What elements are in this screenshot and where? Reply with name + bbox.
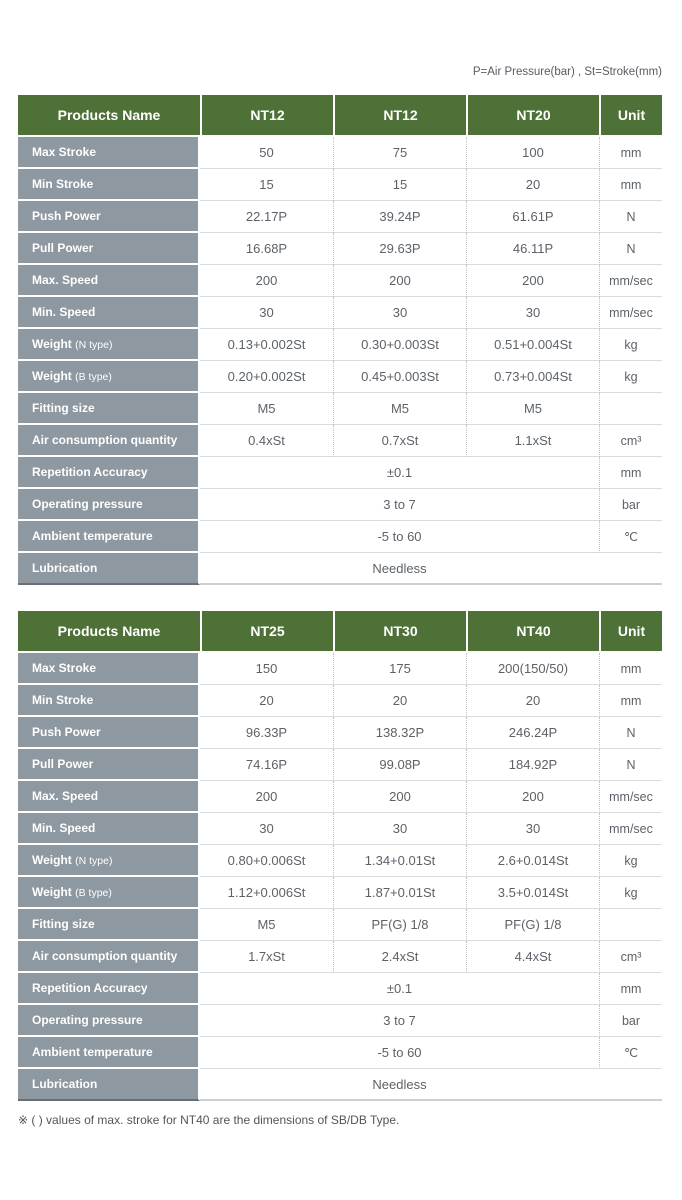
table-row-weight-n <box>18 329 662 361</box>
col-header-nt40: NT40 <box>466 611 599 653</box>
row-label: Repetition Accuracy <box>18 973 200 1005</box>
spec-value: 1.7xSt <box>200 941 333 973</box>
unit-value: mm <box>599 973 662 1005</box>
spec-value: 200 <box>466 781 599 813</box>
unit-value: N <box>599 749 662 781</box>
spec-value: 200 <box>200 265 333 297</box>
spec-value: 0.13+0.002St <box>200 329 333 361</box>
row-label-qualifier: (B type) <box>75 371 112 383</box>
row-label-text: Weight <box>32 853 72 867</box>
spec-value: 2.6+0.014St <box>466 845 599 877</box>
unit-value <box>599 1069 662 1101</box>
table-row-fitting-size <box>18 393 662 425</box>
unit-value: mm <box>599 137 662 169</box>
row-label <box>18 845 200 877</box>
table-row-operating-pressure <box>18 489 662 521</box>
spec-value: 30 <box>333 297 466 329</box>
spec-value-merged: Needless <box>200 1069 599 1101</box>
spec-value: 99.08P <box>333 749 466 781</box>
unit-value: ℃ <box>599 1037 662 1069</box>
spec-value: 150 <box>200 653 333 685</box>
table-row-push-power <box>18 201 662 233</box>
col-header-nt20: NT20 <box>466 95 599 137</box>
spec-value: M5 <box>200 393 333 425</box>
unit-value: kg <box>599 877 662 909</box>
row-label: Pull Power <box>18 749 200 781</box>
row-label: Min Stroke <box>18 169 200 201</box>
row-label: Max Stroke <box>18 653 200 685</box>
unit-value: mm/sec <box>599 781 662 813</box>
table-row-ambient-temperature <box>18 1037 662 1069</box>
spec-value: 30 <box>200 813 333 845</box>
spec-value: 30 <box>466 813 599 845</box>
row-label: Push Power <box>18 201 200 233</box>
row-label: Ambient temperature <box>18 521 200 553</box>
spec-value: 0.80+0.006St <box>200 845 333 877</box>
row-label: Min. Speed <box>18 297 200 329</box>
spec-value: 246.24P <box>466 717 599 749</box>
spec-value: 74.16P <box>200 749 333 781</box>
spec-value: 22.17P <box>200 201 333 233</box>
spec-value: 184.92P <box>466 749 599 781</box>
row-label: Push Power <box>18 717 200 749</box>
row-label <box>18 877 200 909</box>
spec-value-merged: ±0.1 <box>200 973 599 1005</box>
table-row-ambient-temperature <box>18 521 662 553</box>
spec-value-merged: Needless <box>200 553 599 585</box>
unit-value: N <box>599 717 662 749</box>
row-label: Air consumption quantity <box>18 425 200 457</box>
spec-value: 15 <box>333 169 466 201</box>
spec-value: 1.87+0.01St <box>333 877 466 909</box>
spec-value: 3.5+0.014St <box>466 877 599 909</box>
spec-value: M5 <box>466 393 599 425</box>
spec-value: 138.32P <box>333 717 466 749</box>
table-row-lubrication <box>18 553 662 585</box>
row-label: Fitting size <box>18 909 200 941</box>
row-label: Operating pressure <box>18 1005 200 1037</box>
unit-value: kg <box>599 845 662 877</box>
spec-value: 0.4xSt <box>200 425 333 457</box>
spec-value: 46.11P <box>466 233 599 265</box>
footnote: ※ ( ) values of max. stroke for NT40 are the dimensions of SB/DB Type. <box>18 1113 400 1127</box>
row-label-qualifier: (N type) <box>75 339 113 351</box>
spec-value: 39.24P <box>333 201 466 233</box>
unit-value: kg <box>599 329 662 361</box>
unit-value <box>599 553 662 585</box>
spec-value: 100 <box>466 137 599 169</box>
col-header-nt25: NT25 <box>200 611 333 653</box>
spec-value: 4.4xSt <box>466 941 599 973</box>
row-label: Lubrication <box>18 553 200 585</box>
spec-value: 1.1xSt <box>466 425 599 457</box>
unit-value: ℃ <box>599 521 662 553</box>
table-row-min-speed <box>18 813 662 845</box>
row-label-text: Weight <box>32 337 72 351</box>
spec-value: 200 <box>200 781 333 813</box>
spec-value: 20 <box>466 169 599 201</box>
unit-value: mm <box>599 685 662 717</box>
spec-value: 75 <box>333 137 466 169</box>
products-name-header: Products Name <box>18 95 200 137</box>
unit-value: bar <box>599 489 662 521</box>
unit-value: kg <box>599 361 662 393</box>
unit-value: mm <box>599 457 662 489</box>
row-label-qualifier: (B type) <box>75 887 112 899</box>
spec-value: 29.63P <box>333 233 466 265</box>
table-row-min-speed <box>18 297 662 329</box>
spec-value: 50 <box>200 137 333 169</box>
table-row-min-stroke <box>18 169 662 201</box>
row-label-qualifier: (N type) <box>75 855 113 867</box>
unit-header: Unit <box>599 95 662 137</box>
spec-value: 0.73+0.004St <box>466 361 599 393</box>
unit-value: N <box>599 233 662 265</box>
row-label-text: Weight <box>32 885 72 899</box>
unit-header: Unit <box>599 611 662 653</box>
row-label: Max. Speed <box>18 781 200 813</box>
table-row-max-speed <box>18 265 662 297</box>
table-row-weight-n <box>18 845 662 877</box>
table-row-air-consumption <box>18 425 662 457</box>
row-label: Max Stroke <box>18 137 200 169</box>
unit-value <box>599 909 662 941</box>
spec-value-merged: 3 to 7 <box>200 1005 599 1037</box>
unit-value: mm/sec <box>599 265 662 297</box>
col-header-nt12b: NT12 <box>333 95 466 137</box>
col-header-nt30: NT30 <box>333 611 466 653</box>
spec-value: 1.34+0.01St <box>333 845 466 877</box>
row-label-text: Weight <box>32 369 72 383</box>
unit-value <box>599 393 662 425</box>
unit-value: mm <box>599 653 662 685</box>
spec-value: PF(G) 1/8 <box>333 909 466 941</box>
table-row-min-stroke <box>18 685 662 717</box>
spec-table-nt12-nt20 <box>18 95 662 585</box>
table-row-repetition-accuracy <box>18 973 662 1005</box>
table-row-repetition-accuracy <box>18 457 662 489</box>
table-row-push-power <box>18 717 662 749</box>
row-label <box>18 329 200 361</box>
table-row-operating-pressure <box>18 1005 662 1037</box>
row-label: Fitting size <box>18 393 200 425</box>
table-row-pull-power <box>18 749 662 781</box>
table-row-weight-b <box>18 361 662 393</box>
spec-value: 96.33P <box>200 717 333 749</box>
unit-value: mm <box>599 169 662 201</box>
table-row-weight-b <box>18 877 662 909</box>
spec-value-merged: ±0.1 <box>200 457 599 489</box>
unit-value: cm³ <box>599 425 662 457</box>
spec-value: 200(150/50) <box>466 653 599 685</box>
row-label: Min. Speed <box>18 813 200 845</box>
spec-value: 0.20+0.002St <box>200 361 333 393</box>
table-row-lubrication <box>18 1069 662 1101</box>
spec-value: 0.51+0.004St <box>466 329 599 361</box>
col-header-nt12a: NT12 <box>200 95 333 137</box>
spec-value: 30 <box>466 297 599 329</box>
row-label <box>18 361 200 393</box>
table-row-air-consumption <box>18 941 662 973</box>
spec-value: 0.45+0.003St <box>333 361 466 393</box>
row-label: Min Stroke <box>18 685 200 717</box>
spec-value: 15 <box>200 169 333 201</box>
spec-value: M5 <box>333 393 466 425</box>
unit-value: cm³ <box>599 941 662 973</box>
spec-value: 200 <box>333 265 466 297</box>
unit-value: bar <box>599 1005 662 1037</box>
unit-value: mm/sec <box>599 813 662 845</box>
spec-value-merged: 3 to 7 <box>200 489 599 521</box>
row-label: Pull Power <box>18 233 200 265</box>
spec-value: 20 <box>200 685 333 717</box>
header-row <box>18 95 662 137</box>
spec-value: 61.61P <box>466 201 599 233</box>
row-label: Air consumption quantity <box>18 941 200 973</box>
spec-value-merged: -5 to 60 <box>200 1037 599 1069</box>
spec-value: 20 <box>466 685 599 717</box>
spec-value: PF(G) 1/8 <box>466 909 599 941</box>
spec-value: 175 <box>333 653 466 685</box>
spec-value: 0.7xSt <box>333 425 466 457</box>
spec-value-merged: -5 to 60 <box>200 521 599 553</box>
row-label: Max. Speed <box>18 265 200 297</box>
unit-value: N <box>599 201 662 233</box>
spec-value: 20 <box>333 685 466 717</box>
spec-value: M5 <box>200 909 333 941</box>
unit-value: mm/sec <box>599 297 662 329</box>
row-label: Operating pressure <box>18 489 200 521</box>
spec-table-nt25-nt40 <box>18 611 662 1101</box>
spec-value: 0.30+0.003St <box>333 329 466 361</box>
spec-value: 16.68P <box>200 233 333 265</box>
spec-value: 1.12+0.006St <box>200 877 333 909</box>
spec-value: 30 <box>200 297 333 329</box>
row-label: Repetition Accuracy <box>18 457 200 489</box>
products-name-header: Products Name <box>18 611 200 653</box>
table-row-fitting-size <box>18 909 662 941</box>
header-row <box>18 611 662 653</box>
table-row-max-speed <box>18 781 662 813</box>
table-row-max-stroke <box>18 137 662 169</box>
row-label: Lubrication <box>18 1069 200 1101</box>
row-label: Ambient temperature <box>18 1037 200 1069</box>
pressure-stroke-note: P=Air Pressure(bar) , St=Stroke(mm) <box>472 66 662 78</box>
spec-value: 200 <box>333 781 466 813</box>
spec-value: 30 <box>333 813 466 845</box>
spec-value: 2.4xSt <box>333 941 466 973</box>
spec-value: 200 <box>466 265 599 297</box>
table-row-max-stroke <box>18 653 662 685</box>
table-row-pull-power <box>18 233 662 265</box>
